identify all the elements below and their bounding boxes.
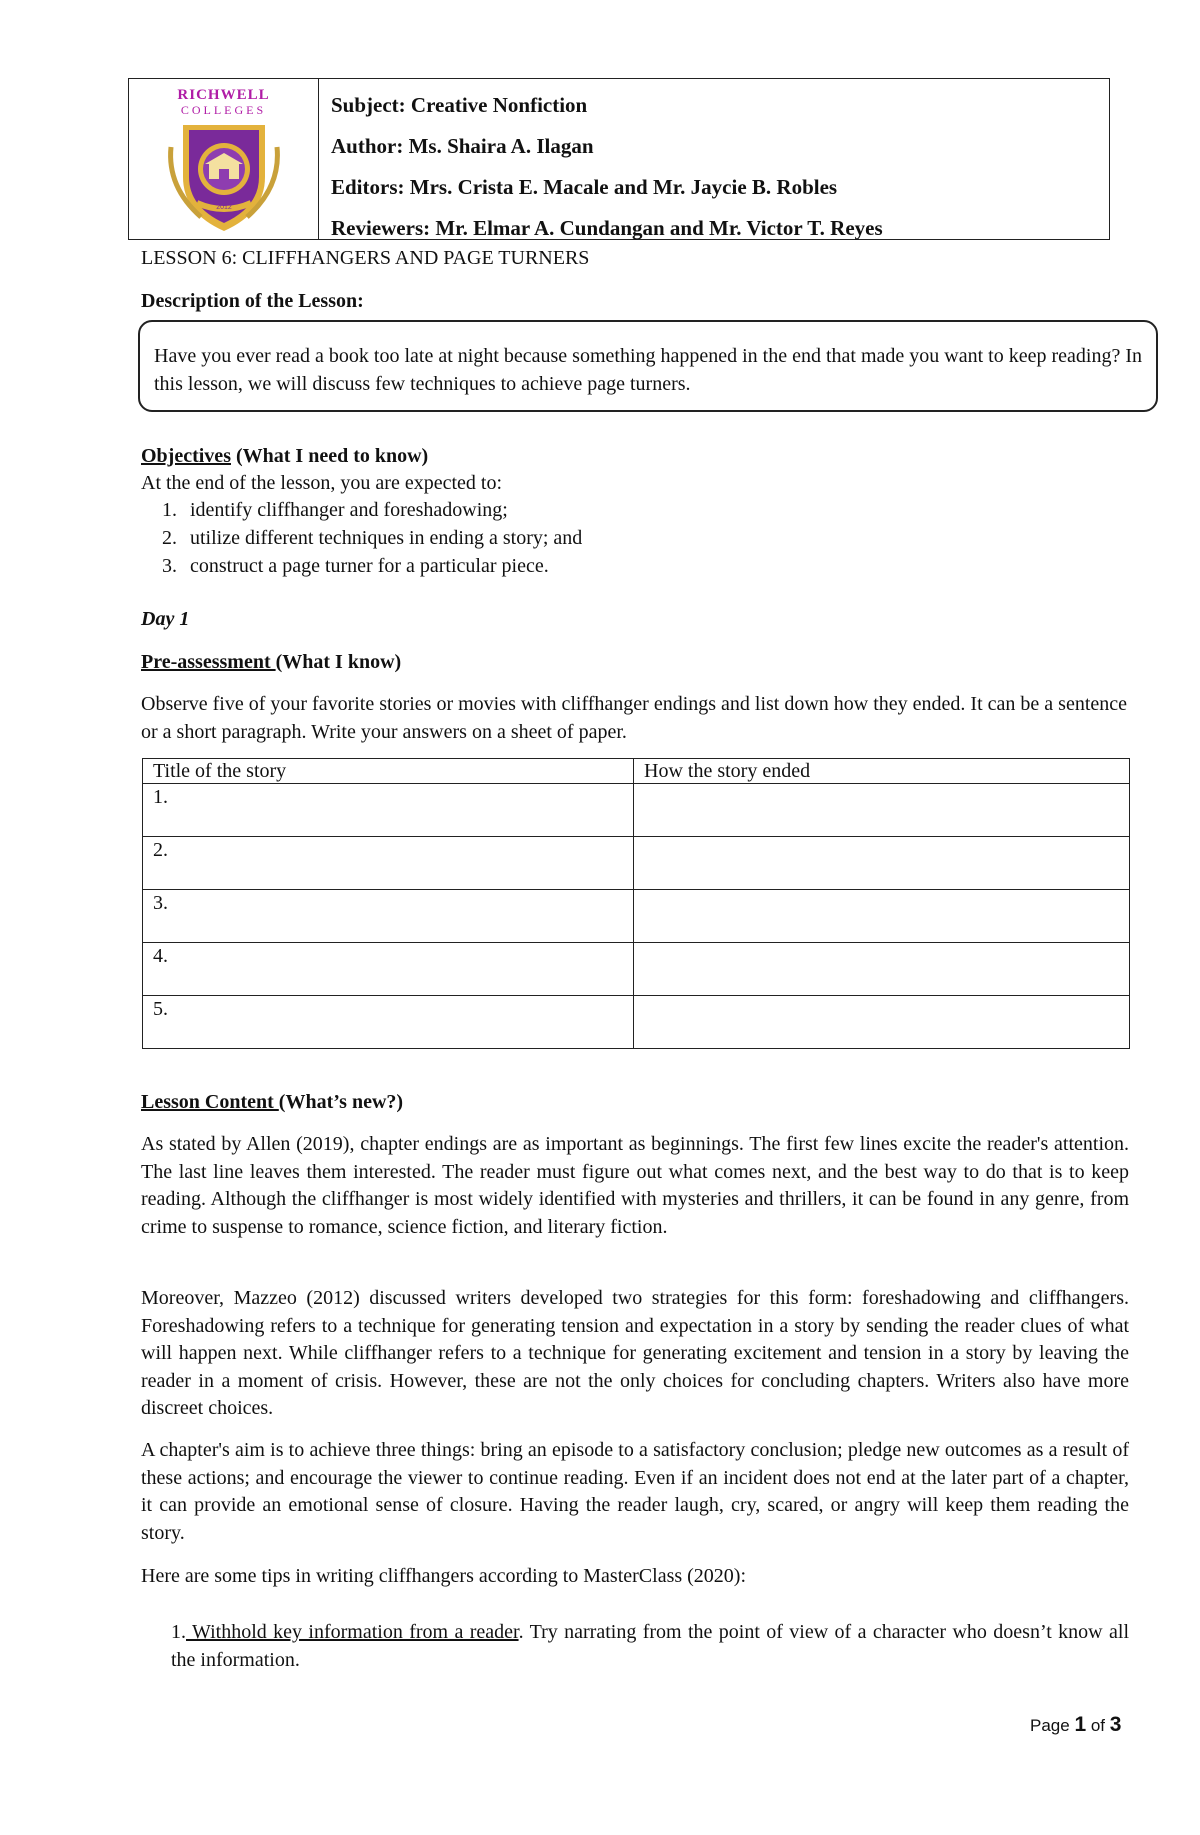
- table-row: [143, 837, 1130, 890]
- description-box: Have you ever read a book too late at night because something happened in the end that made you want to keep reading? In this lesson, we will discuss few techniques to achieve page turners.: [138, 320, 1158, 412]
- table-header-ending: How the story ended: [634, 759, 1130, 784]
- objectives-heading: [141, 442, 428, 470]
- header-table: [128, 78, 1110, 240]
- objective-item: 1. identify cliffhanger and foreshadowing;: [182, 496, 582, 524]
- table-cell-number[interactable]: 4.: [143, 943, 634, 996]
- table-cell-answer[interactable]: [634, 784, 1130, 837]
- lesson-content-heading-underlined: Lesson Content: [141, 1091, 279, 1113]
- table-cell-answer[interactable]: [634, 996, 1130, 1049]
- objectives-heading-rest: (What I need to know): [230, 445, 429, 467]
- subject-line: Subject: Creative Nonfiction: [331, 93, 588, 117]
- day-label: Day 1: [141, 608, 190, 630]
- footer-total-pages: 3: [1109, 1713, 1122, 1736]
- table-cell-answer[interactable]: [634, 837, 1130, 890]
- table-cell-number[interactable]: 1.: [143, 784, 634, 837]
- content-paragraph-3: A chapter's aim is to achieve three things: bring an episode to a satisfactory conclusion; pledge new outcomes as a result of these actions; and encourage the viewer to continue reading. Even if an incident does not end at the later part of a chapter, it can provide an emotional sense of closure. Having the reader laugh, cry, scared, or angry will keep them reading the story.: [141, 1439, 1129, 1544]
- table-row: [143, 784, 1130, 837]
- table-cell-number[interactable]: 2.: [143, 837, 634, 890]
- footer-of-label: of: [1086, 1716, 1110, 1735]
- footer-page-label: Page: [1030, 1716, 1075, 1735]
- lesson-title: LESSON 6: CLIFFHANGERS AND PAGE TURNERS: [141, 247, 590, 269]
- lesson-content-heading: [141, 1088, 403, 1116]
- table-row: [143, 996, 1130, 1049]
- reviewers-line: Reviewers: Mr. Elmar A. Cundangan and Mr. Victor T. Reyes: [331, 216, 883, 240]
- table-cell-number[interactable]: 3.: [143, 890, 634, 943]
- page-footer: [1030, 1713, 1121, 1737]
- content-paragraph-1: As stated by Allen (2019), chapter endings are as important as beginnings. The first few lines excite the reader's attention. The last line leaves them interested. The reader must figure out what comes next, and the best way to do that is to keep reading. Although the cliffhanger is most widely identified with mysteries and thrillers, it can be found in any genre, from crime to suspense to romance, science fiction, and literary fiction.: [141, 1133, 1129, 1238]
- pre-assessment-table: [142, 758, 1130, 1049]
- tip-1: [171, 1619, 1129, 1674]
- pre-assessment-heading: [141, 648, 401, 676]
- school-logo: [129, 79, 319, 239]
- description-heading: Description of the Lesson:: [141, 290, 364, 312]
- objectives-intro: At the end of the lesson, you are expected to:: [141, 472, 502, 494]
- content-paragraph-4: Here are some tips in writing cliffhangers according to MasterClass (2020):: [141, 1565, 747, 1587]
- objective-item: 2. utilize different techniques in ending a story; and: [182, 524, 582, 552]
- header-info: [319, 79, 1109, 239]
- table-header-row: [143, 759, 1130, 784]
- objective-item: 3. construct a page turner for a particular piece.: [182, 552, 582, 580]
- table-cell-answer[interactable]: [634, 943, 1130, 996]
- table-row: [143, 890, 1130, 943]
- tip-1-number: 1.: [171, 1621, 186, 1643]
- table-row: [143, 943, 1130, 996]
- table-cell-answer[interactable]: [634, 890, 1130, 943]
- logo-text-line2: COLLEGES: [180, 103, 267, 117]
- table-header-title: Title of the story: [143, 759, 634, 784]
- pre-assessment-heading-underlined: Pre-assessment: [141, 651, 276, 673]
- logo-text-line1: RICHWELL: [177, 87, 270, 103]
- tip-1-rest: . Try narrating from the point of view of a character who doesn’t know all the information.: [171, 1621, 1129, 1671]
- pre-assessment-instructions: Observe five of your favorite stories or movies with cliffhanger endings and list down how they ended. It can be a sentence or a short paragraph. Write your answers on a sheet of paper.: [141, 693, 1128, 743]
- objectives-list: [142, 496, 582, 580]
- tip-1-underlined: Withhold key information from a reader: [186, 1621, 519, 1643]
- author-line: Author: Ms. Shaira A. Ilagan: [331, 134, 594, 158]
- logo-year: 2012: [215, 204, 232, 211]
- footer-page-number: 1: [1074, 1713, 1087, 1736]
- editors-line: Editors: Mrs. Crista E. Macale and Mr. Jaycie B. Robles: [331, 175, 838, 199]
- table-cell-number[interactable]: 5.: [143, 996, 634, 1049]
- pre-assessment-heading-rest: (What I know): [275, 651, 402, 673]
- content-paragraph-2: Moreover, Mazzeo (2012) discussed writers developed two strategies for this form: foreshadowing and cliffhangers. Foreshadowing refers to a technique for generating tension and expectation in a story by sending the reader clues of what will happen next. While cliffhanger refers to a technique for generating excitement and tension in a story by leaving the reader in a moment of crisis. However, these are not the only choices for concluding chapters. Writers also have more discreet choices.: [141, 1287, 1129, 1419]
- lesson-content-heading-rest: (What’s new?): [278, 1091, 404, 1113]
- logo-shield-icon: [161, 117, 287, 235]
- objectives-heading-underlined: Objectives: [141, 445, 231, 467]
